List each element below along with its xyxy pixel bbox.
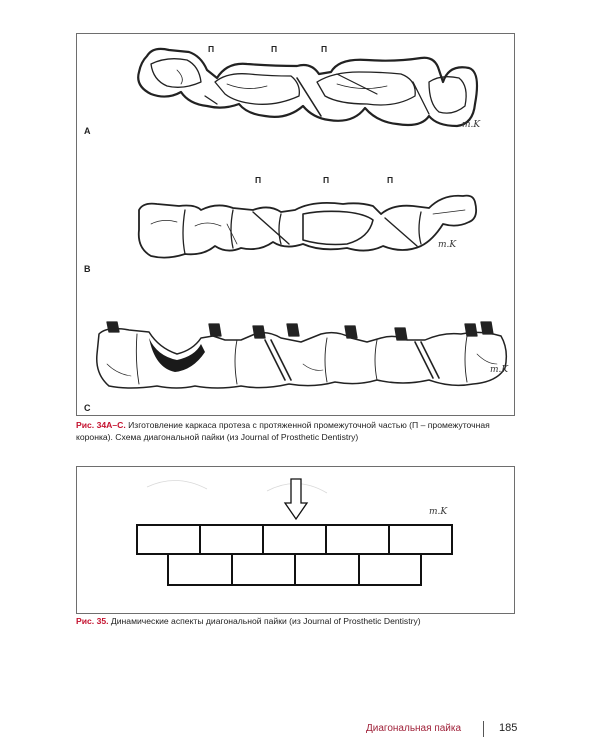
panel-b-bridge-illustration xyxy=(139,196,476,258)
artist-signature-fig35: m.K xyxy=(429,507,448,517)
panel-c-framework-illustration xyxy=(97,322,507,388)
figure-34-caption-text: Изготовление каркаса протеза с протяженной промежуточной частью (П – промежуточная коронка). Схема диагональной пайки (из Journal of Prosthetic Dentistry) xyxy=(76,420,490,442)
figure-35-frame xyxy=(76,466,515,614)
page-number: 185 xyxy=(499,722,518,734)
panel-label-b: B xyxy=(84,264,91,274)
running-section-title: Диагональная пайка xyxy=(366,723,462,734)
figure-35-caption xyxy=(76,616,516,628)
figure-35-caption-text: Динамические аспекты диагональной пайки (из Journal of Prosthetic Dentistry) xyxy=(108,616,421,626)
pontic-marker-b3: П xyxy=(387,175,394,185)
figure-35-caption-ref: Рис. 35. xyxy=(76,616,109,626)
figure-34-caption xyxy=(76,420,516,443)
pontic-marker-b1: П xyxy=(255,175,262,185)
pontic-marker-a2: П xyxy=(271,44,278,54)
force-arrow-icon xyxy=(285,479,307,519)
artist-signature-a: m.K xyxy=(462,120,481,130)
pontic-marker-b2: П xyxy=(323,175,330,185)
figure-35-drawing xyxy=(77,467,514,613)
panel-a-bridge-illustration xyxy=(138,49,477,126)
figure-34-drawing xyxy=(77,34,514,415)
panel-label-c: C xyxy=(84,403,91,413)
pontic-marker-a3: П xyxy=(321,44,328,54)
panel-label-a: A xyxy=(84,126,91,136)
footer-divider xyxy=(483,721,484,737)
artist-signature-b: m.K xyxy=(438,240,457,250)
pontic-marker-a1: П xyxy=(208,44,215,54)
page-footer xyxy=(360,723,520,737)
artist-signature-c: m.K xyxy=(490,365,509,375)
figure-34-caption-ref: Рис. 34А–С. xyxy=(76,420,126,430)
brick-row-top xyxy=(137,525,452,554)
figure-34-frame xyxy=(76,33,515,416)
brick-row-bottom xyxy=(168,554,421,585)
